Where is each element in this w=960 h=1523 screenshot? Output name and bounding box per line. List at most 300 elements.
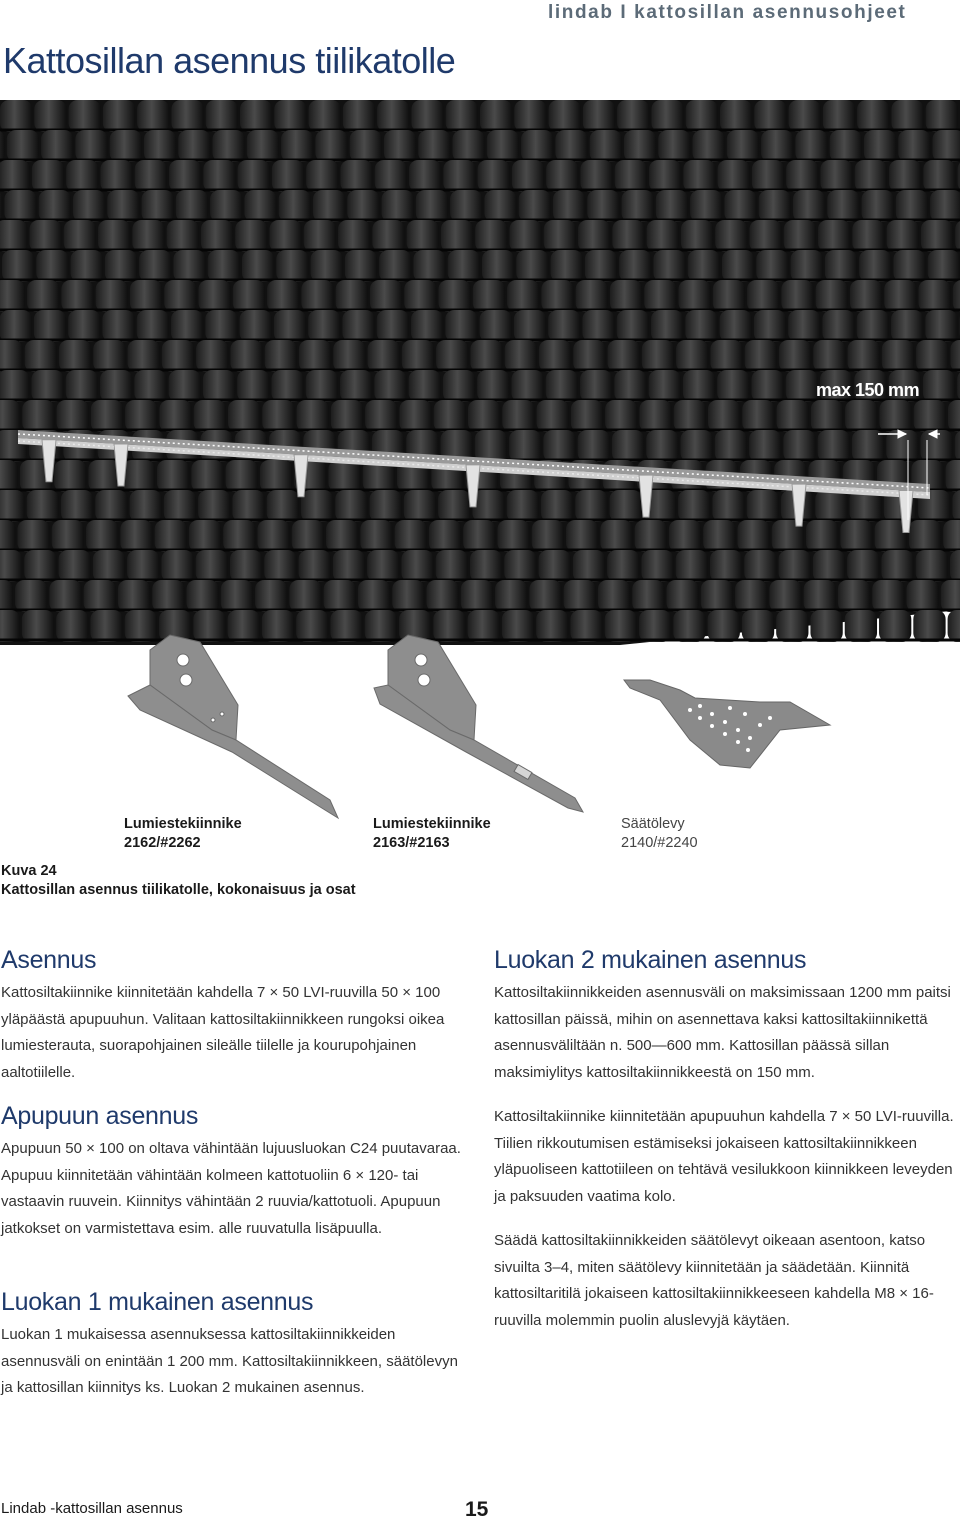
roof-tile	[553, 190, 585, 222]
roof-tile	[306, 370, 338, 402]
part-caption-3	[621, 815, 698, 853]
roof-tile	[651, 310, 683, 342]
roof-tile	[436, 340, 468, 372]
roof-tile	[301, 280, 333, 312]
roof-tile	[822, 310, 854, 342]
roof-tile	[210, 190, 242, 222]
roof-tile	[0, 400, 20, 432]
part-code: 2162/#2262	[124, 835, 201, 851]
section-heading: Luokan 1 mukainen asennus	[1, 1288, 314, 1316]
roof-tile	[647, 220, 679, 252]
roof-tile	[262, 400, 294, 432]
roof-tile	[328, 460, 360, 492]
roof-tile	[463, 520, 495, 552]
roof-tile	[619, 250, 651, 282]
roof-tile	[187, 580, 219, 612]
roof-tile	[855, 160, 887, 192]
roof-tile	[468, 400, 500, 432]
roof-tile	[57, 400, 89, 432]
roof-tile	[64, 220, 96, 252]
roof-tile	[504, 550, 536, 582]
roof-tile	[713, 280, 745, 312]
roof-tile	[818, 430, 850, 462]
roof-tile	[134, 370, 166, 402]
roof-tile	[769, 580, 801, 612]
dimension-label: max 150 mm	[816, 380, 920, 400]
roof-tile	[409, 370, 441, 402]
roof-tile	[441, 220, 473, 252]
roof-tile	[152, 580, 184, 612]
roof-tile	[194, 400, 226, 432]
roof-tile	[529, 580, 561, 612]
roof-tile	[59, 550, 91, 582]
roof-tile	[66, 160, 98, 192]
roof-tile	[509, 430, 541, 462]
roof-tile	[98, 220, 130, 252]
roof-tile	[120, 520, 152, 552]
roof-tile	[247, 130, 279, 162]
part-caption-1	[124, 815, 242, 853]
roof-tile	[418, 130, 450, 162]
roof-tile	[171, 100, 203, 132]
part-code: 2163/#2163	[373, 835, 450, 851]
roof-tile	[244, 190, 276, 222]
roof-tile	[203, 160, 235, 192]
roof-tile	[674, 400, 706, 432]
roof-tile	[93, 550, 125, 582]
roof-tile	[681, 430, 713, 462]
roof-tile	[749, 430, 781, 462]
roof-tile	[615, 160, 647, 192]
roof-tile	[333, 550, 365, 582]
roof-tile	[0, 550, 22, 582]
roof-tile	[815, 490, 847, 522]
page-number: 15	[465, 1498, 489, 1521]
roof-tile	[715, 220, 747, 252]
roof-tile	[203, 370, 235, 402]
roof-tile	[342, 310, 374, 342]
roof-tile	[427, 580, 459, 612]
roof-tile	[446, 100, 478, 132]
roof-tile	[213, 130, 245, 162]
roof-tile	[641, 550, 673, 582]
roof-illustration	[0, 100, 960, 645]
roof-tile	[100, 370, 132, 402]
roof-tile	[610, 490, 642, 522]
roof-tile	[237, 370, 269, 402]
roof-tile	[61, 280, 93, 312]
roof-tile	[27, 490, 59, 522]
roof-tile	[907, 580, 939, 612]
roof-tile	[95, 490, 127, 522]
roof-tile	[326, 520, 358, 552]
roof-tile	[617, 310, 649, 342]
roof-tile	[173, 250, 205, 282]
roof-tile	[0, 160, 30, 192]
roof-tile	[543, 430, 575, 462]
roof-tile	[830, 130, 862, 162]
roof-tile	[233, 280, 265, 312]
roof-tile	[276, 250, 308, 282]
roof-tile	[921, 220, 953, 252]
roof-tile	[242, 250, 274, 282]
roof-tile	[555, 130, 587, 162]
roof-tile	[928, 250, 960, 282]
roof-tile	[331, 400, 363, 432]
roof-tile	[948, 400, 960, 432]
roof-tile	[96, 280, 128, 312]
roof-tile	[614, 370, 646, 402]
roof-tile	[395, 520, 427, 552]
roof-tile	[139, 250, 171, 282]
roof-tile	[720, 100, 752, 132]
roof-tile	[573, 550, 605, 582]
roof-tile	[103, 100, 135, 132]
roof-tile	[744, 550, 776, 582]
roof-tile	[267, 490, 299, 522]
roof-tile	[230, 550, 262, 582]
roof-tile	[0, 370, 29, 402]
roof-tile	[407, 220, 439, 252]
roof-tile	[338, 220, 370, 252]
roof-tile	[779, 340, 811, 372]
roof-tile	[196, 340, 228, 372]
roof-tile	[845, 400, 877, 432]
roof-tile	[409, 160, 441, 192]
roof-tile	[653, 250, 685, 282]
roof-tile	[667, 580, 699, 612]
roof-tile	[66, 370, 98, 402]
roof-tile	[7, 130, 39, 162]
roof-tile	[169, 160, 201, 192]
roof-tile	[2, 250, 34, 282]
roof-tile	[564, 580, 596, 612]
roof-tile	[100, 160, 132, 192]
roof-tile	[946, 460, 960, 492]
roof-tile	[0, 460, 18, 492]
roof-tile	[91, 400, 123, 432]
roof-tile	[377, 310, 409, 342]
bracket-2162-illustration	[128, 635, 338, 818]
roof-tile	[345, 250, 377, 282]
roof-tile	[624, 130, 656, 162]
roof-tile	[59, 340, 91, 372]
roof-tile	[583, 100, 615, 132]
roof-tile	[933, 130, 960, 162]
roof-tile	[598, 580, 630, 612]
roof-tile	[607, 550, 639, 582]
roof-tile	[157, 460, 189, 492]
roof-tile	[404, 280, 436, 312]
roof-tile	[507, 280, 539, 312]
roof-tile	[551, 250, 583, 282]
roof-tile	[909, 520, 941, 552]
roof-tile	[196, 550, 228, 582]
roof-tile	[4, 190, 36, 222]
bracket-2163-illustration	[374, 635, 583, 812]
roof-tile	[544, 220, 576, 252]
roof-tile	[923, 370, 955, 402]
roof-tile	[852, 220, 884, 252]
roof-tile	[651, 100, 683, 132]
roof-tile	[473, 280, 505, 312]
roof-tile	[399, 400, 431, 432]
roof-tile	[71, 250, 103, 282]
roof-tile	[727, 130, 759, 162]
roof-tile	[135, 160, 167, 192]
roof-tile	[367, 550, 399, 582]
roof-tile	[514, 100, 546, 132]
roof-tile	[514, 310, 546, 342]
roof-tile	[480, 100, 512, 132]
roof-tile	[29, 220, 61, 252]
roof-tile	[578, 430, 610, 462]
roof-tile	[571, 400, 603, 432]
roof-tile	[747, 490, 779, 522]
roof-tile	[235, 220, 267, 252]
roof-tile	[370, 490, 402, 522]
roof-tile	[25, 340, 57, 372]
roof-tile	[480, 310, 512, 342]
roof-tile	[450, 190, 482, 222]
roof-tile	[953, 280, 960, 312]
roof-tile	[573, 340, 605, 372]
roof-tile	[487, 130, 519, 162]
roof-tile	[292, 520, 324, 552]
roof-tile	[943, 520, 960, 552]
roof-tile	[34, 100, 66, 132]
roof-tile	[0, 310, 32, 342]
roof-tile	[718, 160, 750, 192]
roof-tile	[461, 580, 493, 612]
roof-tile	[735, 580, 767, 612]
roof-tile	[850, 280, 882, 312]
roof-tile	[683, 160, 715, 192]
roof-tile	[546, 370, 578, 402]
roof-tile	[678, 490, 710, 522]
roof-tile	[587, 190, 619, 222]
part-code: 2140/#2240	[621, 835, 698, 851]
roof-tile	[519, 190, 551, 222]
roof-tile	[144, 130, 176, 162]
roof-tile	[644, 280, 676, 312]
roof-tile	[872, 580, 904, 612]
roof-tile	[495, 580, 527, 612]
part-caption-2	[373, 815, 491, 853]
roof-tile	[676, 550, 708, 582]
roof-tile	[34, 310, 66, 342]
roof-tile	[0, 490, 25, 522]
part-name: Säätölevy	[621, 816, 685, 832]
roof-tile	[879, 400, 911, 432]
roof-tile	[299, 340, 331, 372]
roof-tile	[191, 460, 223, 492]
roof-tile	[669, 520, 701, 552]
roof-tile	[676, 340, 708, 372]
roof-tile	[73, 190, 105, 222]
roof-tile	[857, 100, 889, 132]
roof-tile	[382, 190, 414, 222]
roof-tile	[532, 520, 564, 552]
roof-tile	[335, 490, 367, 522]
roof-tile	[238, 160, 270, 192]
roof-tile	[754, 100, 786, 132]
roof-tile	[649, 370, 681, 402]
roof-tile	[27, 280, 59, 312]
roof-tile	[612, 220, 644, 252]
roof-tile	[825, 250, 857, 282]
roof-tile	[118, 580, 150, 612]
roof-tile	[199, 280, 231, 312]
roof-tile	[15, 580, 47, 612]
roof-tile	[632, 580, 664, 612]
roof-tile	[862, 190, 894, 222]
roof-tile	[786, 160, 818, 192]
roof-tile	[539, 340, 571, 372]
roof-tile	[783, 430, 815, 462]
roof-tile	[541, 490, 573, 522]
roof-tile	[475, 220, 507, 252]
roof-tile	[159, 400, 191, 432]
roof-tile	[580, 160, 612, 192]
roof-tile	[267, 280, 299, 312]
roof-tile	[639, 400, 671, 432]
roof-tile	[0, 220, 27, 252]
roof-tile	[784, 220, 816, 252]
roof-tile	[75, 130, 107, 162]
roof-tile	[333, 340, 365, 372]
section-heading: Luokan 2 mukainen asennus	[494, 946, 807, 974]
roof-tile	[439, 280, 471, 312]
roof-tile	[813, 550, 845, 582]
roof-tile	[289, 580, 321, 612]
roof-tile	[297, 400, 329, 432]
roof-tile	[61, 490, 93, 522]
roof-tile	[343, 100, 375, 132]
roof-tile	[539, 550, 571, 582]
roof-tile	[685, 310, 717, 342]
roof-tile	[600, 520, 632, 552]
roof-tile	[336, 280, 368, 312]
roof-tile	[221, 580, 253, 612]
roof-tile	[0, 100, 32, 132]
roof-tile	[747, 280, 779, 312]
roof-tile	[756, 250, 788, 282]
section-body: Kattosiltakiinnike kiinnitetään kahdella 7 × 50 LVI-ruuvilla 50 × 100 yläpäästä apupuuhun. Valitaan kattosiltakiinnikkeen rungoksi oikea lumiesterauta, suorapohjainen sileälle tiilelle ja kourupohjainen aaltotiilelle.	[1, 984, 445, 1081]
roof-tile	[724, 190, 756, 222]
roof-tile	[582, 310, 614, 342]
roof-tile	[578, 220, 610, 252]
roof-tile	[169, 370, 201, 402]
roof-tile	[102, 310, 134, 342]
roof-tile	[864, 130, 896, 162]
roof-tile	[107, 190, 139, 222]
roof-tile	[751, 370, 783, 402]
roof-tile	[882, 340, 914, 372]
roof-tile	[893, 250, 925, 282]
roof-tile	[507, 490, 539, 522]
roof-tile	[68, 310, 100, 342]
roof-tile	[585, 250, 617, 282]
roof-tile	[505, 340, 537, 372]
roof-tile	[368, 340, 400, 372]
roof-tile	[793, 190, 825, 222]
roof-tile	[281, 130, 313, 162]
roof-tile	[206, 100, 238, 132]
figure-number: Kuva 24	[1, 863, 57, 879]
roof-tile	[324, 580, 356, 612]
roof-tile	[226, 460, 258, 492]
roof-tile	[708, 400, 740, 432]
roof-tile	[891, 310, 923, 342]
roof-tile	[142, 190, 174, 222]
roof-tile	[86, 520, 118, 552]
roof-tile	[413, 250, 445, 282]
roof-tile	[838, 580, 870, 612]
roof-tile	[823, 100, 855, 132]
roof-tile	[752, 160, 784, 192]
roof-tile	[737, 520, 769, 552]
roof-tile	[590, 130, 622, 162]
section-luokka2	[494, 944, 956, 1334]
roof-tile	[887, 220, 919, 252]
figure-caption	[1, 862, 356, 900]
roof-tile	[264, 550, 296, 582]
roof-tile	[370, 280, 402, 312]
roof-tile	[340, 160, 372, 192]
roof-tile	[720, 310, 752, 342]
roof-tile	[39, 190, 71, 222]
roof-tile	[847, 550, 879, 582]
roof-tile	[521, 130, 553, 162]
roof-tile	[575, 490, 607, 522]
roof-tile	[255, 580, 287, 612]
roof-tile	[804, 580, 836, 612]
roof-tile	[806, 520, 838, 552]
roof-tile	[438, 490, 470, 522]
roof-tile	[93, 340, 125, 372]
roof-tile	[379, 250, 411, 282]
roof-tile	[516, 250, 548, 282]
roof-tile	[374, 370, 406, 402]
section-apupuun-asennus	[1, 1100, 463, 1242]
roof-tile	[49, 580, 81, 612]
roof-tile	[443, 370, 475, 402]
roof-tile	[402, 340, 434, 372]
roof-tile	[301, 490, 333, 522]
roof-tile	[742, 400, 774, 432]
roof-tile	[930, 190, 960, 222]
roof-tile	[635, 520, 667, 552]
roof-tile	[404, 490, 436, 522]
roof-tile	[0, 340, 23, 372]
roof-tile	[155, 520, 187, 552]
roof-tile	[24, 550, 56, 582]
roof-tile	[617, 100, 649, 132]
roof-tile	[392, 580, 424, 612]
header-brand: lindab I kattosillan asennusohjeet	[548, 2, 907, 23]
roof-tile	[22, 400, 54, 432]
roof-tile	[260, 460, 292, 492]
roof-tile	[411, 100, 443, 132]
roof-tile	[541, 280, 573, 312]
roof-tile	[230, 340, 262, 372]
roof-tile	[820, 160, 852, 192]
roof-tile	[69, 100, 101, 132]
roof-tile	[549, 100, 581, 132]
roof-tile	[372, 220, 404, 252]
roof-tile	[881, 550, 913, 582]
